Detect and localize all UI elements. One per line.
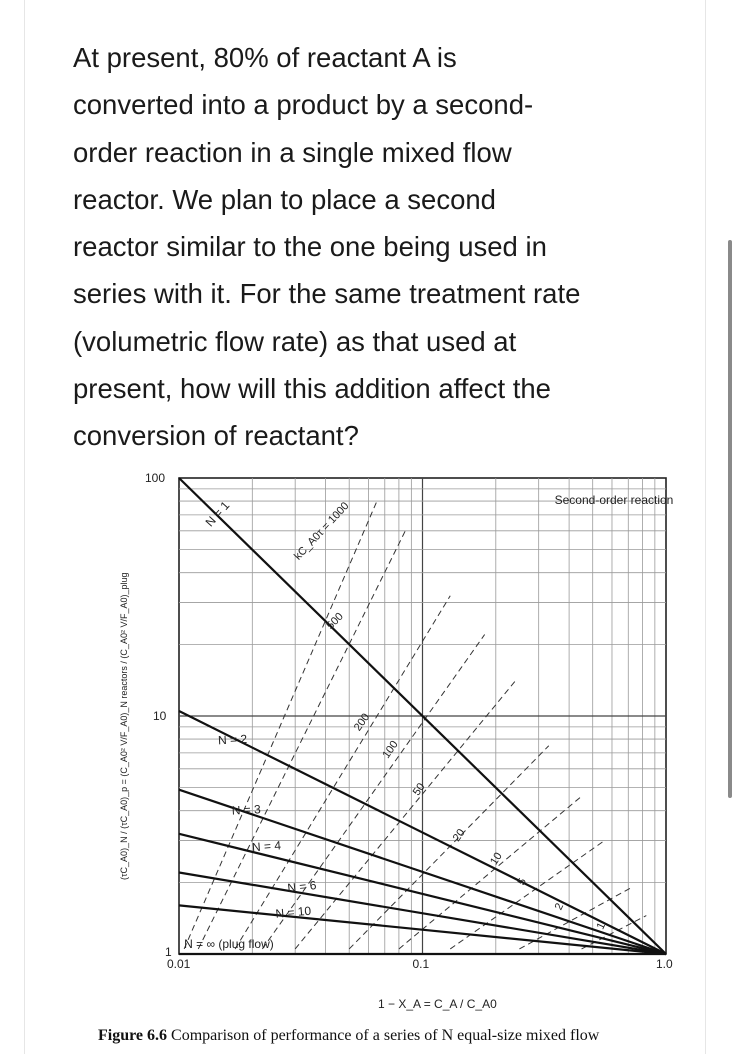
chart-labels [119,471,673,1011]
kt-label: 10 [488,850,505,868]
kt-label: 100 [380,738,401,761]
scrollbar-thumb[interactable] [728,240,732,798]
kt-label: 2 [552,901,567,912]
kt-label: 20 [450,826,468,844]
series-label: N = 10 [274,903,312,921]
x-tick-label: 1.0 [656,957,673,971]
chart-annotation: Second-order reaction [554,493,674,507]
x-tick-label: 0.01 [167,957,191,971]
question-line: converted into a product by a second- [73,89,534,121]
question-line: conversion of reactant? [73,420,359,452]
kt-label: 200 [351,711,373,734]
y-tick-label: 10 [153,709,167,723]
kt-curve [235,596,450,949]
series-label: N = 2 [217,731,248,748]
series-label: N = 4 [251,838,282,855]
kt-label: 500 [324,610,346,633]
x-tick-label: 0.1 [412,957,430,971]
kt-label: 50 [410,781,428,798]
kt-label: kC_A0τ = 1000 [292,500,352,563]
question-line: (volumetric flow rate) as that used at [73,325,517,357]
kt-label: 1 [594,920,609,932]
question-line: series with it. For the same treatment rate [73,278,581,310]
question-text [73,34,693,460]
y-axis-label: (τC_A0)_N / (τC_A0)_p = (C_A0² V/F_A0)_N reactors / (C_A0² V/F_A0)_plug [119,572,129,880]
series-label: N = ∞ (plug flow) [184,936,274,951]
performance-chart [0,460,733,1054]
x-axis-label: 1 − X_A = C_A / C_A0 [378,997,497,1011]
figure-caption-label: Figure 6.6 [98,1027,168,1044]
question-line: order reaction in a single mixed flow [73,136,512,168]
series-label: N = 3 [231,802,262,818]
figure-caption-text: Comparison of performance of a series of N equal-size mixed flow [171,1027,600,1044]
series-label: N = 6 [286,878,318,896]
y-tick-label: 100 [145,471,166,485]
question-line: reactor similar to the one being used in [73,231,547,263]
figure-chart [0,460,733,1054]
question-line: present, how will this addition affect the [73,373,551,405]
kt-label: 5 [515,876,530,888]
series-label: N = 1 [202,498,233,530]
y-tick-label: 1 [165,945,172,959]
question-line: At present, 80% of reactant A is [73,42,457,73]
kt-curve [184,501,377,949]
question-line: reactor. We plan to place a second [73,183,496,215]
kt-curves [184,501,646,949]
figure-caption [98,1027,718,1045]
